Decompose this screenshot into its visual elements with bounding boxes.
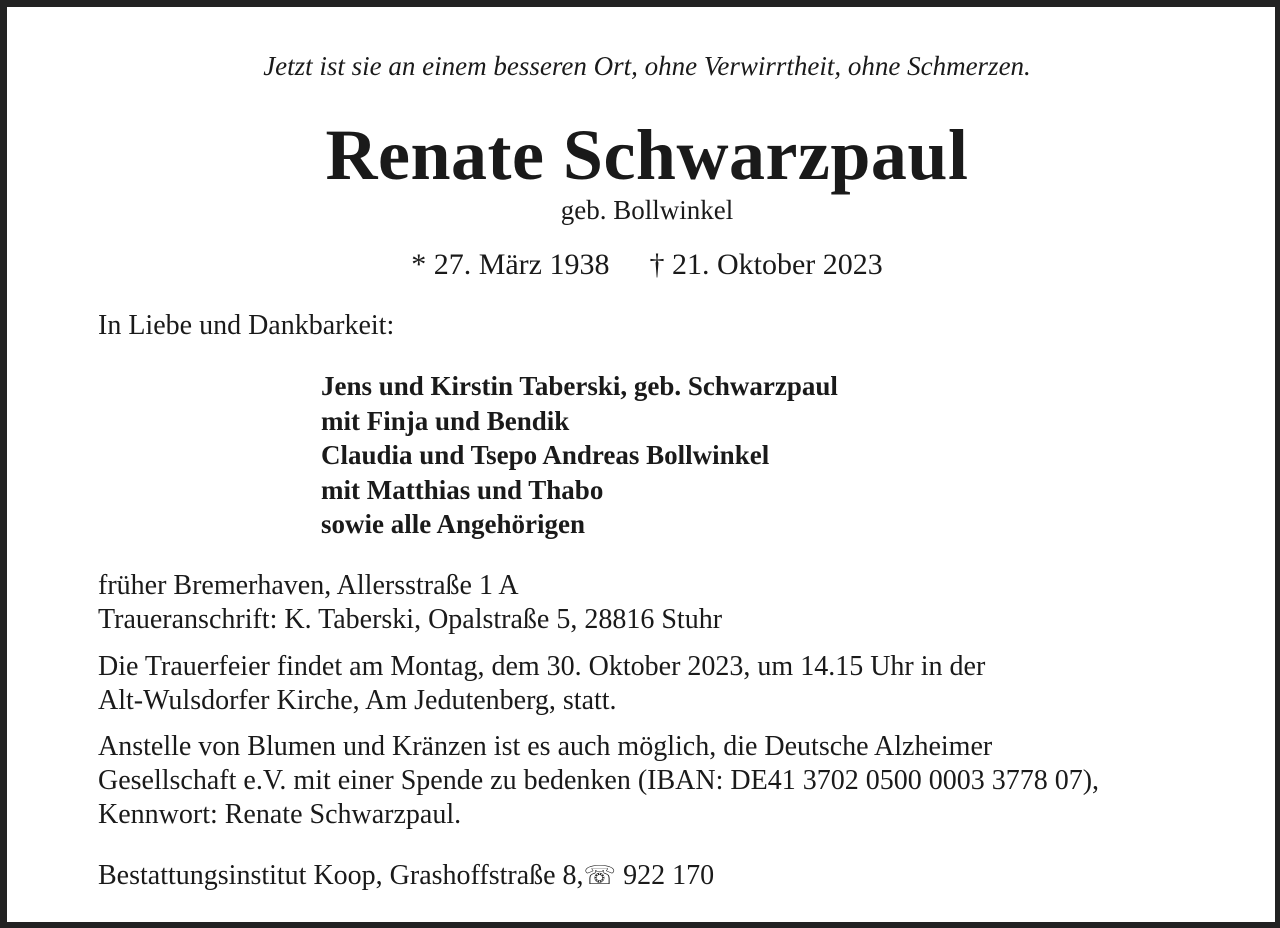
donation-line: Gesellschaft e.V. mit einer Spende zu bedenken (IBAN: DE41 3702 0500 0003 3778 07), (98, 765, 1100, 796)
mourners-list (321, 369, 838, 542)
mourning-address: Traueranschrift: K. Taberski, Opalstraße 5, 28816 Stuhr (98, 604, 723, 635)
telephone-icon: ☏ (583, 861, 617, 890)
deceased-name: Renate Schwarzpaul (325, 115, 969, 195)
donation-line: Anstelle von Blumen und Kränzen ist es auch möglich, die Deutsche Alzheimer (98, 731, 993, 762)
intro-line: In Liebe und Dankbarkeit: (98, 310, 395, 341)
funeral-home-line (98, 859, 714, 893)
motto: Jetzt ist sie an einem besseren Ort, ohne Verwirrtheit, ohne Schmerzen. (263, 51, 1031, 81)
service-block (98, 650, 985, 718)
mourner-line: Jens und Kirstin Taberski, geb. Schwarzpaul (321, 371, 838, 401)
birth-date: * 27. März 1938 (411, 248, 610, 281)
death-date: † 21. Oktober 2023 (649, 248, 883, 281)
donation-block (98, 730, 1099, 832)
former-address: früher Bremerhaven, Allersstraße 1 A (98, 570, 519, 601)
donation-line: Kennwort: Renate Schwarzpaul. (98, 799, 462, 830)
mourner-line: Claudia und Tsepo Andreas Bollwinkel (321, 440, 770, 470)
service-line: Die Trauerfeier findet am Montag, dem 30. Oktober 2023, um 14.15 Uhr in der (98, 651, 986, 682)
funeral-home: Bestattungsinstitut Koop, Grashoffstraße 8, (98, 860, 584, 891)
mourner-line: mit Finja und Bendik (321, 405, 570, 436)
service-line: Alt-Wulsdorfer Kirche, Am Jedutenberg, statt. (98, 685, 617, 716)
mourner-line: sowie alle Angehörigen (321, 509, 585, 539)
mourner-line: mit Matthias und Thabo (321, 474, 604, 505)
phone-number: 922 170 (616, 860, 715, 891)
address-block (98, 569, 722, 637)
life-dates (7, 247, 1280, 283)
maiden-name: geb. Bollwinkel (560, 195, 734, 225)
